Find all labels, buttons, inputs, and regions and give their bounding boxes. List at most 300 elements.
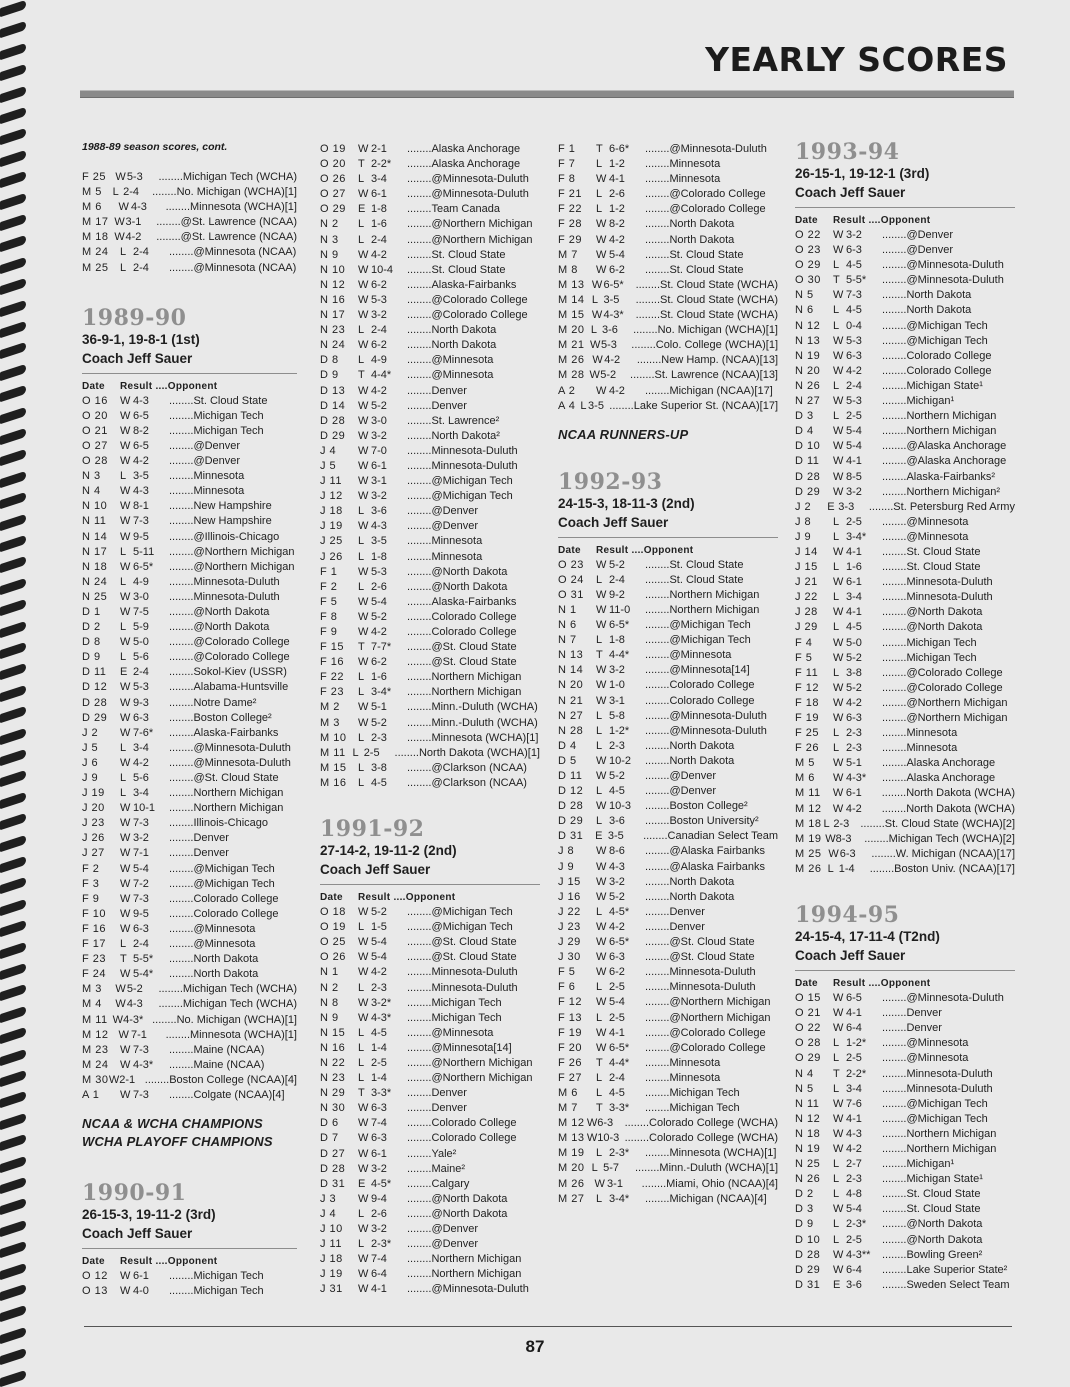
game-score: 6-2: [609, 966, 625, 979]
game-result: W: [120, 907, 131, 920]
game-opponent: ........Colorado College: [645, 679, 755, 692]
game-row: [320, 323, 540, 338]
game-result: L: [833, 1052, 840, 1065]
game-result: W: [358, 309, 369, 322]
game-result: W: [833, 606, 844, 619]
game-row: [82, 1028, 297, 1043]
game-date: M 11: [320, 746, 346, 759]
game-row: [320, 1177, 540, 1192]
game-score: 4-2: [604, 354, 621, 367]
season-record: 36-9-1, 19-8-1 (1st): [82, 331, 200, 347]
game-opponent: ........Minnesota: [407, 550, 483, 563]
game-opponent: ........Michigan State¹: [882, 379, 983, 392]
game-opponent: ........Sweden Select Team: [882, 1278, 1010, 1291]
game-score: 2-5: [846, 410, 862, 423]
game-result: L: [596, 1071, 603, 1084]
score-table-header: [558, 543, 778, 558]
game-score: 4-1: [609, 1026, 625, 1039]
game-row: [558, 648, 778, 663]
game-date: F 6: [558, 981, 576, 994]
game-date: J 27: [82, 847, 105, 860]
game-score: 3-2: [609, 664, 625, 677]
game-score: 11-0: [609, 603, 631, 616]
game-row: [320, 142, 540, 157]
game-date: F 8: [558, 173, 576, 186]
game-opponent: ........@Denver: [169, 455, 241, 468]
game-row: [320, 1101, 540, 1116]
game-opponent: ........St. Cloud State: [882, 561, 981, 574]
game-score: 3-2: [371, 309, 387, 322]
binding-coil: [0, 128, 26, 145]
binding-coil: [0, 1070, 26, 1087]
game-result: L: [833, 259, 840, 272]
game-result: W: [358, 248, 369, 261]
binding-coil: [0, 1220, 26, 1237]
binding-coil: [0, 192, 26, 209]
binding-coil: [0, 107, 26, 124]
game-row: [795, 1157, 1015, 1172]
game-score: 6-5*: [603, 278, 624, 291]
game-row: [82, 1013, 297, 1028]
game-score: 7-2: [133, 877, 149, 890]
game-score: 4-3: [126, 998, 143, 1011]
score-table-header: [82, 1254, 297, 1269]
game-row: [320, 278, 540, 293]
game-date: N 12: [320, 278, 346, 291]
game-opponent: ........Minnesota (WCHA)[1]: [165, 1028, 297, 1041]
game-row: [795, 560, 1015, 575]
game-opponent: ........@St. Lawrence (NCAA): [156, 216, 297, 229]
game-opponent: ........@St. Cloud State: [407, 951, 517, 964]
game-row: [795, 515, 1015, 530]
game-result: W: [118, 1028, 129, 1041]
game-result: L: [833, 1158, 840, 1171]
game-opponent: ........Minnesota (WCHA)[1]: [165, 201, 297, 214]
game-date: F 23: [320, 686, 345, 699]
game-date: N 3: [82, 470, 101, 483]
game-row: [795, 1097, 1015, 1112]
game-score: 10-3: [609, 800, 632, 813]
game-score: 4-1: [846, 606, 862, 619]
game-row: [795, 847, 1015, 862]
game-opponent: ........Notre Dame²: [169, 696, 257, 709]
game-date: N 19: [795, 1142, 821, 1155]
game-opponent: ........Michigan Tech: [407, 996, 502, 1009]
game-opponent: ........@Minnesota-Duluth: [882, 274, 1004, 287]
game-row: [558, 1116, 778, 1131]
binding-coil: [0, 663, 26, 680]
game-row: [320, 610, 540, 625]
game-opponent: ........Miami, Ohio (NCAA)[4]: [641, 1177, 778, 1190]
game-result: W: [120, 409, 131, 422]
game-date: M 21: [558, 339, 585, 352]
game-result: W: [358, 1268, 369, 1281]
game-row: [320, 474, 540, 489]
game-opponent: ........@Michigan Tech: [645, 619, 751, 632]
game-opponent: ........@North Dakota: [407, 565, 508, 578]
game-score: 6-3: [597, 1117, 614, 1130]
game-score: 4-1: [609, 173, 625, 186]
game-date: N 12: [795, 319, 821, 332]
game-date: N 18: [795, 1127, 821, 1140]
result-header: Result ....Opponent: [833, 978, 931, 990]
binding-coil: [0, 342, 26, 359]
game-opponent: ........@Northern Michigan: [645, 996, 771, 1009]
game-opponent: ........North Dakota: [645, 875, 735, 888]
game-date: M 30: [82, 1073, 109, 1086]
game-date: M 4: [82, 998, 102, 1011]
game-result: E: [827, 500, 835, 513]
game-opponent: ........Northern Michigan: [882, 410, 997, 423]
game-score: 7-3: [133, 515, 149, 528]
game-row: [320, 920, 540, 935]
game-date: F 9: [82, 892, 100, 905]
game-date: O 29: [320, 203, 346, 216]
game-date: N 26: [795, 1173, 821, 1186]
game-score: 5-1: [846, 757, 862, 770]
game-row: [795, 1006, 1015, 1021]
game-result: W: [833, 681, 844, 694]
game-row: [795, 590, 1015, 605]
season-1994-95: [795, 903, 1015, 1293]
game-row: [795, 1127, 1015, 1142]
game-opponent: ........North Dakota (WCHA): [881, 802, 1015, 815]
game-score: 6-3: [846, 244, 862, 257]
game-opponent: ........@Minnesota[14]: [645, 664, 750, 677]
game-date: N 1: [558, 603, 577, 616]
game-result: W: [596, 263, 607, 276]
binding-coil: [0, 235, 26, 252]
game-opponent: ........@Colorado College: [169, 636, 290, 649]
game-date: M 19: [558, 1147, 585, 1160]
game-result: L: [120, 545, 127, 558]
game-row: [795, 349, 1015, 364]
game-opponent: ........@Minnesota[14]: [407, 1041, 512, 1054]
game-date: D 6: [320, 1117, 339, 1130]
game-row: [558, 633, 778, 648]
game-result: W: [120, 862, 131, 875]
game-opponent: ........Minnesota: [645, 158, 721, 171]
game-row: [82, 545, 297, 560]
game-row: [558, 217, 778, 232]
game-result: W: [358, 626, 369, 638]
game-date: D 2: [82, 621, 101, 634]
game-result: W: [833, 1022, 844, 1035]
game-score: 6-5: [133, 439, 149, 452]
binding-coil: [0, 449, 26, 466]
game-score: 6-1: [371, 188, 387, 201]
game-score: 7-6*: [133, 726, 154, 739]
game-opponent: ........Michigan (NCAA)[4]: [645, 1192, 767, 1205]
game-date: O 19: [320, 921, 346, 934]
game-opponent: ........Minnesota: [407, 535, 483, 548]
game-date: J 4: [320, 1207, 337, 1220]
game-result: W: [358, 906, 369, 919]
game-opponent: ........@Illinois-Chicago: [169, 530, 280, 543]
page-title: YEARLY SCORES: [705, 40, 1008, 79]
game-opponent: ........@Denver: [407, 1223, 479, 1235]
game-score: 3-8: [846, 666, 862, 679]
game-score: 2-6: [371, 1207, 387, 1220]
header-rule: [795, 207, 1015, 208]
game-row: [82, 635, 297, 650]
game-row: [795, 651, 1015, 666]
game-score: 5-2: [371, 399, 387, 412]
game-result: T: [833, 1067, 840, 1080]
game-opponent: ........@North Dakota: [882, 621, 983, 634]
game-score: 2-4: [133, 938, 149, 951]
game-score: 2-5: [846, 1052, 862, 1065]
game-score: 2-4: [133, 666, 149, 679]
game-row: [320, 187, 540, 202]
game-row: [320, 384, 540, 399]
game-row: [82, 801, 297, 816]
game-date: F 20: [558, 1041, 583, 1054]
game-result: L: [833, 1037, 840, 1050]
game-date: D 29: [320, 429, 346, 442]
game-opponent: ........Colorado College: [882, 364, 992, 377]
game-row: [82, 245, 297, 260]
game-date: N 28: [558, 724, 584, 737]
game-score: 4-9: [371, 354, 387, 367]
game-date: J 5: [82, 741, 99, 754]
date-header: Date: [795, 215, 818, 226]
game-opponent: ........Boston College²: [645, 800, 748, 813]
game-result: W: [358, 1283, 369, 1296]
game-date: N 1: [320, 966, 339, 979]
game-opponent: ........@Northern Michigan: [169, 560, 295, 573]
game-row: [558, 573, 778, 588]
game-opponent: ........Boston Univ. (NCAA)[17]: [869, 862, 1015, 875]
game-result: L: [833, 621, 840, 634]
game-score: 7-4: [371, 1253, 387, 1266]
game-result: W: [120, 832, 131, 845]
game-opponent: ........@Colorado College: [645, 188, 766, 201]
game-date: O 27: [82, 439, 108, 452]
game-row: [558, 709, 778, 724]
game-date: J 28: [795, 606, 818, 619]
game-opponent: ........St. Cloud State: [645, 573, 744, 586]
season-title: 1993-94: [795, 139, 900, 165]
game-date: M 17: [82, 216, 109, 229]
score-list-1990-91-part-2: [320, 142, 540, 791]
game-date: F 11: [795, 666, 819, 679]
game-result: L: [358, 776, 365, 789]
game-result: W: [115, 171, 126, 183]
game-result: L: [591, 1162, 598, 1175]
game-result: W: [358, 188, 369, 201]
game-result: W: [358, 1132, 369, 1145]
game-result: W: [358, 656, 369, 669]
season-coach: Coach Jeff Sauer: [82, 350, 193, 366]
binding-coil: [0, 385, 26, 402]
game-opponent: ........Minnesota-Duluth: [882, 1082, 993, 1095]
game-score: 3-2: [371, 1223, 387, 1235]
score-list-1990-91-part-1: [82, 1269, 297, 1299]
game-date: D 11: [82, 666, 107, 679]
game-date: M 18: [795, 817, 822, 830]
game-date: J 15: [558, 875, 581, 888]
game-date: D 13: [320, 384, 346, 397]
game-result: L: [596, 724, 603, 737]
game-opponent: ........@Michigan Tech: [169, 877, 275, 890]
game-date: M 25: [795, 847, 822, 860]
game-score: 8-2: [133, 424, 149, 437]
game-score: 3-4*: [609, 1192, 630, 1205]
date-header: Date: [82, 380, 105, 392]
game-result: W: [596, 248, 607, 261]
game-row: [82, 484, 297, 499]
game-date: F 17: [82, 938, 107, 951]
game-opponent: ........Denver: [645, 920, 705, 933]
game-date: N 11: [795, 1097, 820, 1110]
score-table-header: [320, 890, 540, 905]
game-row: [82, 1043, 297, 1058]
game-result: L: [596, 1011, 603, 1024]
game-result: L: [596, 203, 603, 216]
score-list-1991-92-part-2: [558, 142, 778, 414]
game-date: D 28: [82, 696, 108, 709]
game-score: 7-3: [846, 289, 862, 302]
game-opponent: ........@Minnesota (NCAA): [169, 246, 297, 259]
game-result: W: [358, 565, 369, 578]
game-opponent: ........Michigan State¹: [882, 1173, 983, 1186]
game-opponent: ........@Alaska Fairbanks: [645, 845, 765, 858]
game-opponent: ........Michigan Tech: [882, 636, 977, 649]
score-list-1989-90: [82, 394, 297, 1103]
game-row: [320, 157, 540, 172]
game-row: [320, 731, 540, 746]
game-row: [320, 1071, 540, 1086]
game-opponent: ........North Dakota (WCHA)[1]: [394, 746, 540, 759]
game-score: 8-5: [846, 470, 862, 483]
score-table-header: [795, 213, 1015, 228]
game-opponent: ........Northern Michigan: [645, 603, 760, 616]
game-date: D 14: [320, 399, 346, 412]
game-row: [82, 1269, 297, 1284]
binding-coil: [0, 856, 26, 873]
game-result: T: [120, 953, 127, 966]
game-result: W: [120, 696, 131, 709]
game-score: 3-6: [609, 815, 625, 828]
game-opponent: ........@Minnesota-Duluth: [882, 259, 1004, 272]
game-result: W: [358, 399, 369, 412]
binding-coil: [0, 685, 26, 702]
season-record: 24-15-4, 17-11-4 (T2nd): [795, 929, 940, 945]
game-opponent: ........Colorado College: [645, 694, 755, 707]
game-opponent: ........@St. Cloud State: [645, 936, 755, 949]
game-result: W: [596, 619, 607, 632]
game-score: 5-4*: [133, 968, 154, 981]
game-row: [320, 202, 540, 217]
game-result: W: [358, 459, 369, 472]
game-row: [795, 1142, 1015, 1157]
game-date: F 16: [320, 656, 345, 669]
game-score: 6-5*: [609, 1041, 630, 1054]
result-header: Result ....Opponent: [833, 215, 931, 226]
game-opponent: ........Minnesota: [882, 727, 958, 740]
game-result: W: [120, 515, 131, 528]
game-row: [82, 650, 297, 665]
game-row: [558, 905, 778, 920]
game-opponent: ........Sokol-Kiev (USSR): [169, 666, 287, 679]
game-opponent: ........St. Cloud State (WCHA)[2]: [860, 817, 1015, 830]
game-opponent: ........St. Cloud State: [882, 1203, 981, 1216]
game-result: W: [596, 966, 607, 979]
game-score: 2-1: [119, 1073, 136, 1086]
game-result: W: [120, 590, 131, 603]
game-score: 1-6: [371, 218, 387, 231]
binding-coil: [0, 770, 26, 787]
game-opponent: ........@Northern Michigan: [407, 218, 533, 231]
binding-coil: [0, 1113, 26, 1130]
game-row: [320, 640, 540, 655]
game-result: W: [596, 800, 607, 813]
binding-coil: [0, 578, 26, 595]
game-result: L: [120, 261, 127, 274]
game-opponent: ........Lake Superior St. (NCAA)[17]: [609, 399, 778, 412]
game-score: 10-2: [609, 754, 632, 767]
game-date: D 10: [795, 1233, 821, 1246]
game-result: L: [591, 293, 598, 306]
game-result: W: [358, 143, 369, 155]
game-date: M 15: [320, 761, 347, 774]
game-opponent: ........Calgary: [407, 1177, 470, 1190]
game-opponent: ........St. Cloud State: [645, 263, 744, 276]
game-date: J 29: [795, 621, 818, 634]
game-row: [558, 603, 778, 618]
game-score: 2-3: [833, 817, 850, 830]
game-score: 4-1: [371, 1283, 387, 1296]
game-score: 7-5: [133, 605, 149, 618]
game-date: J 9: [558, 860, 575, 873]
game-opponent: ........St. Lawrence (NCAA)[13]: [630, 369, 778, 382]
game-row: [558, 678, 778, 693]
game-row: [558, 814, 778, 829]
game-result: L: [596, 1086, 603, 1099]
game-row: [795, 470, 1015, 485]
season-record: 26-15-3, 19-11-2 (3rd): [82, 1207, 216, 1223]
game-score: 5-1: [371, 701, 387, 714]
game-score: 4-2: [371, 626, 387, 638]
score-table-header: [82, 379, 297, 394]
game-date: M 12: [558, 1117, 585, 1130]
game-row: [320, 293, 540, 308]
game-score: 4-2: [609, 920, 625, 933]
game-result: L: [358, 1207, 365, 1220]
game-score: 4-3*: [123, 1013, 144, 1026]
game-result: W: [833, 1263, 844, 1276]
game-score: 2-7: [846, 1158, 862, 1171]
game-opponent: ........@Minnesota-Duluth: [407, 1283, 529, 1296]
game-result: W: [358, 996, 369, 1009]
game-opponent: ........Denver: [169, 832, 229, 845]
game-opponent: ........Minnesota-Duluth: [645, 981, 756, 994]
game-score: 4-1: [846, 1007, 862, 1020]
game-opponent: ........Alaska Anchorage: [407, 143, 521, 155]
game-opponent: ........@Michigan Tech: [645, 634, 751, 647]
game-row: [320, 263, 540, 278]
game-result: L: [833, 666, 840, 679]
binding-coil: [0, 556, 26, 573]
game-date: F 9: [320, 626, 338, 638]
game-result: W: [832, 787, 844, 800]
game-row: [795, 1067, 1015, 1082]
game-result: L: [833, 1082, 840, 1095]
game-date: M 19: [795, 832, 822, 845]
game-result: W: [108, 1073, 120, 1086]
game-opponent: ........Northern Michigan: [882, 1127, 997, 1140]
